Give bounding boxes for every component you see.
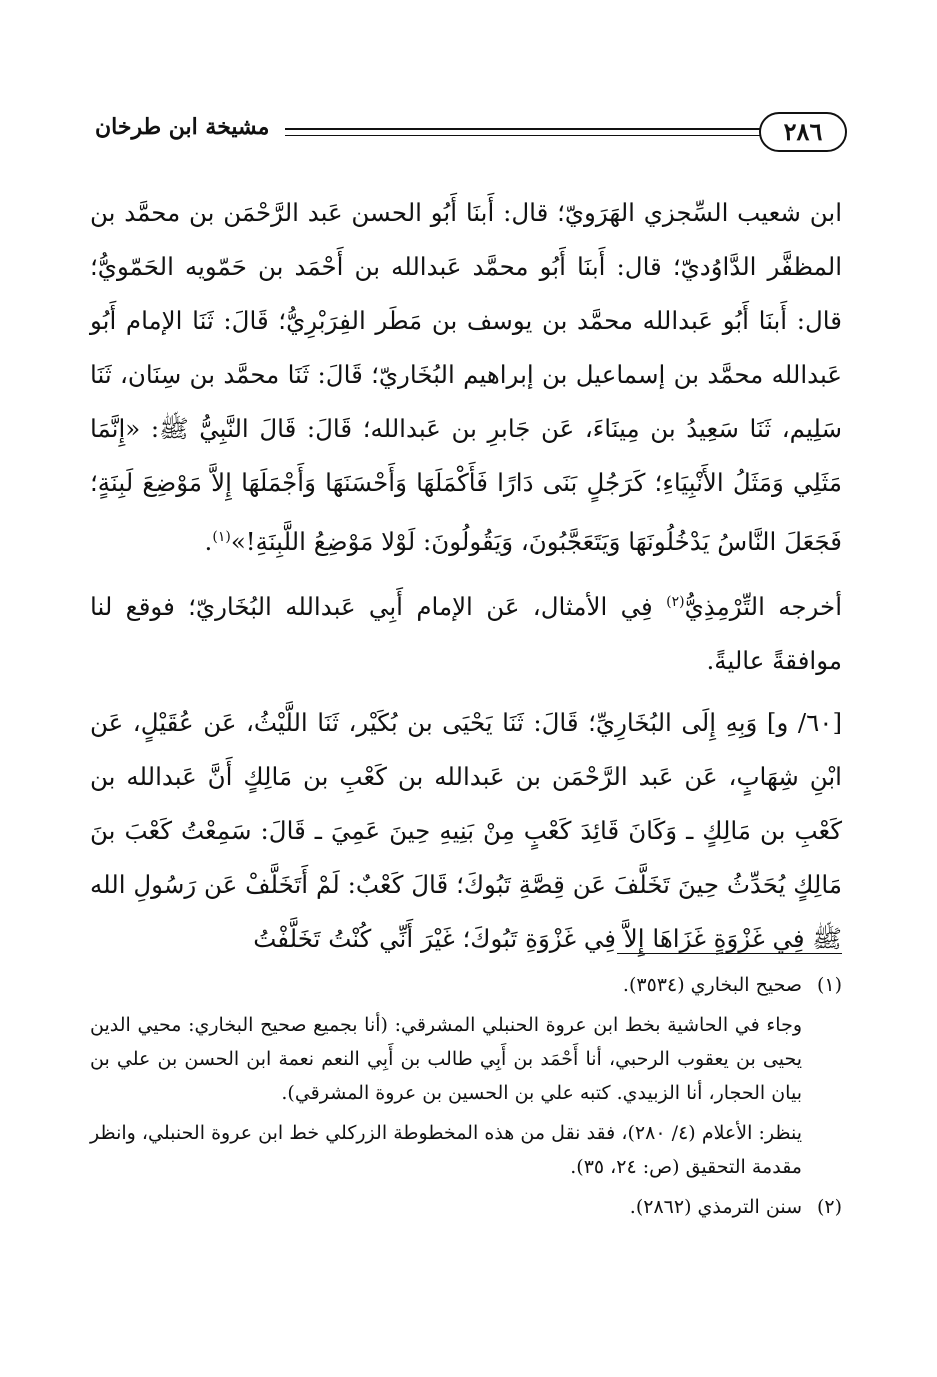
- footnote-1-note-2: ينظر: الأعلام (٤/ ٢٨٠)، فقد نقل من هذه المخطوطة الزركلي خط ابن عروة الحنبلي، وانظر مقدمة التحقيق (ص: ٢٤، ٣٥).: [90, 1122, 802, 1178]
- footnote-1-note-1: وجاء في الحاشية بخط ابن عروة الحنبلي المشرقي: (أنا بجميع صحيح البخاري: محيي الدين يحيى بن يعقوب الرحبي، أنا أَحْمَد بن أَبِي طالب بن أَبِي النعم نعمة ابن الحسن بن علي بن بيان الحجار، أنا الزبيدي. كتبه علي بن الحسين بن عروة المشرقي).: [90, 1014, 802, 1104]
- paragraph-hadith-2: [٦٠/ و] وَبِهِ إِلَى البُخَارِيِّ؛ قَالَ: ثَنَا يَحْيَى بن بُكَيْر، ثَنَا اللَّيْثُ، عَن عُقَيْلٍ، عَن ابْنِ شِهَابٍ، عَن عَبد الرَّحْمَن بن عَبدالله بن كَعْبِ بن مَالِكٍ أَنَّ عَبدالله بن كَعْبِ بن مَالِكٍ ـ وَكَانَ قَائِدَ كَعْبٍ مِنْ بَنِيهِ حِينَ عَمِيَ ـ قَالَ: سَمِعْتُ كَعْبَ بنَ مَالِكٍ يُحَدِّثُ حِينَ تَخَلَّفَ عَن قِصَّةِ تَبُوكَ؛ قَالَ كَعْبٌ: لَمْ أَتَخَلَّفْ عَن رَسُولِ الله ﷺ فِي غَزْوَةٍ غَزَاهَا إِلاَّ فِي غَزْوَةِ تَبُوكَ؛ غَيْرَ أَنِّي كُنْتُ تَخَلَّفْتُ: [90, 708, 842, 954]
- footnote-separator: [617, 953, 842, 954]
- footnote-1: [90, 968, 842, 1002]
- footnote-number: (١): [816, 974, 842, 996]
- page-number: ٢٨٦: [759, 112, 847, 152]
- paragraph-text: فِي الأمثال، عَن الإمام أَبِي عَبدالله البُخَاريّ؛ فوقع لنا موافقةً عاليةً.: [90, 592, 842, 676]
- footnote-text: صحيح البخاري (٣٥٣٤).: [622, 974, 802, 996]
- main-text: [90, 186, 842, 966]
- paragraph-takhrij: [90, 575, 842, 688]
- paragraph-hadith-1: ابن شعيب السِّجزي الهَرَويّ؛ قال: أَبنَا أَبُو الحسن عَبد الرَّحْمَن بن محمَّد بن المظفَّر الدَّاوُديّ؛ قال: أَبنَا أَبُو محمَّد عَبدالله بن أَحْمَد بن حَمّويه الحَمّويُّ؛ قال: أَبنَا أَبُو عَبدالله محمَّد بن يوسف بن مَطَر الفِرَبْرِيُّ؛ قَالَ: ثَنَا الإمام أَبُو عَبدالله محمَّد بن إسماعيل بن إبراهيم البُخَاريّ؛ قَالَ: ثَنَا محمَّد بن سِنَان، ثَنَا سَلِيم، ثَنَا سَعِيدُ بن مِينَاءَ، عَن جَابرِ بن عَبدالله؛ قَالَ: قَالَ النَّبِيُّ ﷺ: «إِنَّمَا مَثَلِي وَمَثَلُ الأَنْبِيَاءِ؛ كَرَجُلٍ بَنَى دَارًا فَأَكْمَلَهَا وَأَحْسَنَهَا وَأَجْمَلَهَا إِلاَّ مَوْضِعَ لَبِنَةٍ؛ فَجَعَلَ النَّاسُ يَدْخُلُونَهَا وَيَتَعَجَّبُونَ، وَيَقُولُونَ: لَوْلا مَوْضِعُ اللَّبِنَةِ!»$^{(١)}$.: [90, 198, 842, 557]
- footnote-marker-2: (٢): [666, 594, 685, 611]
- footnote-marker-1: (١): [212, 529, 231, 545]
- paragraph-text: ابن شعيب السِّجزي الهَرَويّ؛ قال: أَبنَا أَبُو الحسن عَبد الرَّحْمَن بن محمَّد بن المظفَّر الدَّاوُديّ؛ قال: أَبنَا أَبُو محمَّد عَبدالله بن أَحْمَد بن حَمّويه الحَمّويُّ؛ قال: أَبنَا أَبُو عَبدالله محمَّد بن يوسف بن مَطَر الفِرَبْرِيُّ؛ قَالَ: ثَنَا الإمام أَبُو عَبدالله محمَّد بن إسماعيل بن إبراهيم البُخَاريّ؛ قَالَ: ثَنَا محمَّد بن سِنَان، ثَنَا سَلِيم، ثَنَا سَعِيدُ بن مِينَاءَ، عَن جَابرِ بن عَبدالله؛ قَالَ: قَالَ النَّبِيُّ ﷺ: «إِنَّمَا مَثَلِي وَمَثَلُ الأَنْبِيَاءِ؛ كَرَجُلٍ بَنَى دَارًا فَأَكْمَلَهَا وَأَحْسَنَهَا وَأَجْمَلَهَا إِلاَّ مَوْضِعَ لَبِنَةٍ؛ فَجَعَلَ النَّاسُ يَدْخُلُونَهَا وَيَتَعَجَّبُونَ، وَيَقُولُونَ: لَوْلا مَوْضِعُ اللَّبِنَةِ!»: [90, 198, 842, 557]
- footnote-text: سنن الترمذي (٢٨٦٢).: [629, 1196, 802, 1218]
- running-title: مشيخة ابن طرخان: [95, 114, 270, 140]
- paragraph-text: أخرجه التِّرْمِذِيُّ: [684, 592, 842, 622]
- page-header: [95, 110, 847, 154]
- footnotes: [90, 968, 842, 1230]
- header-rule: [285, 128, 761, 136]
- footnote-number: (٢): [816, 1196, 842, 1218]
- footnote-2: [90, 1190, 842, 1224]
